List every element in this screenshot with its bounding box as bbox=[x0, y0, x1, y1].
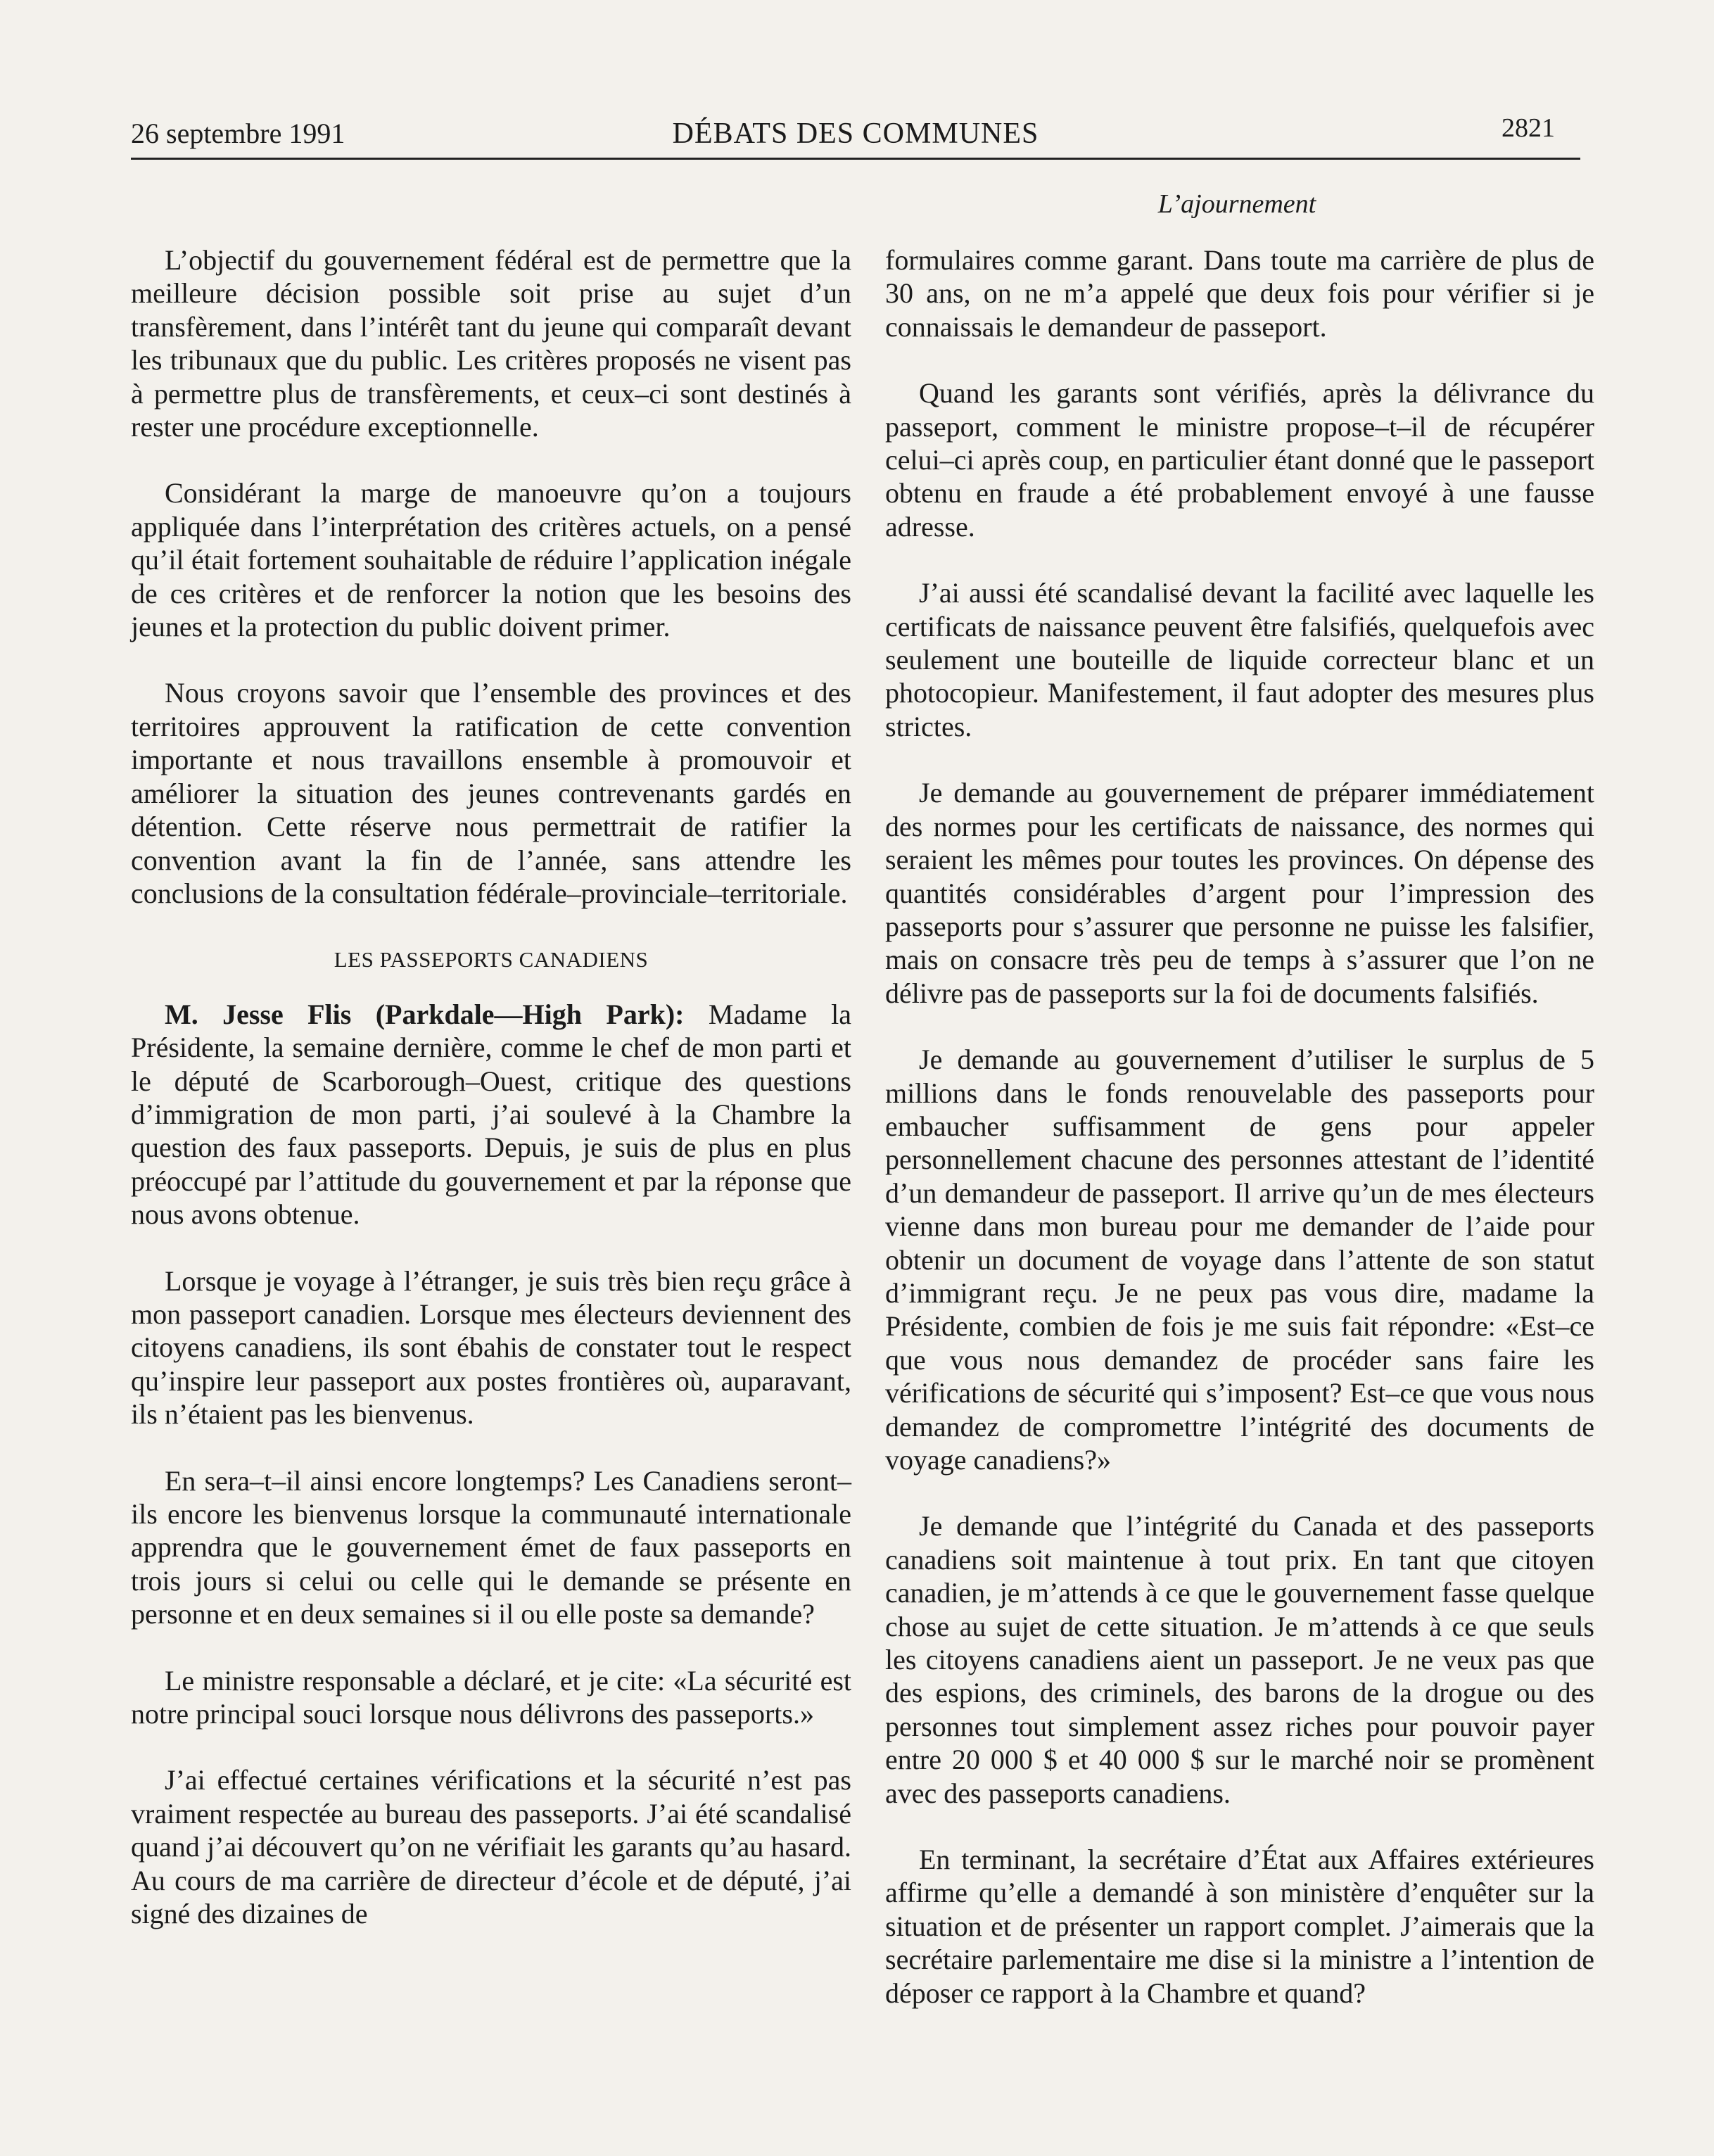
paragraph: J’ai aussi été scandalisé devant la facilité avec laquelle les certificats de naissance peuvent être falsifiés, quelquefois avec seulement une bouteille de liquide correcteur blanc et un photocopieur. Manifestement, il faut adopter des mesures plus strictes. bbox=[885, 577, 1594, 742]
paragraph: Lorsque je voyage à l’étranger, je suis très bien reçu grâce à mon passeport canadien. Lorsque mes électeurs deviennent des citoyens canadiens, ils sont ébahis de constater tout le respect qu’inspire leur passeport aux postes frontières où, auparavant, ils n’étaient pas les bienvenus. bbox=[131, 1264, 851, 1431]
header-title: DÉBATS DES COMMUNES bbox=[672, 118, 1039, 150]
paragraph: J’ai effectué certaines vérifications et la sécurité n’est pas vraiment respectée au bureau des passeports. J’ai été scandalisé quand j’ai découvert qu’on ne vérifiait les garants qu’au hasard. Au cours de ma carrière de directeur d’école et de député, j’ai signé des dizaines de bbox=[131, 1764, 851, 1930]
paragraph: Nous croyons savoir que l’ensemble des provinces et des territoires approuvent la ratification de cette convention importante et nous travaillons ensemble à promouvoir et améliorer la situation des jeunes contrevenants gardés en détention. Cette réserve nous permettrait de ratifier la convention avant la fin de l’année, sans attendre les conclusions de la consultation fédérale–provinciale–territoriale. bbox=[131, 677, 851, 909]
subheading: LES PASSEPORTS CANADIENS bbox=[334, 947, 649, 972]
paragraph: Je demande au gouvernement de préparer immédiatement des normes pour les certificats de naissance, des normes qui seraient les mêmes pour toutes les provinces. On dépense des quantités considérables d’argent pour l’impression des passeports pour s’assurer que personne ne puisse les falsifier, mais on consacre très peu de temps à s’assurer que l’on ne délivre pas de passeports sur la foi de documents falsifiés. bbox=[885, 777, 1594, 1009]
left-column bbox=[131, 243, 851, 1963]
paragraph: L’objectif du gouvernement fédéral est de permettre que la meilleure décision possible soit prise au sujet d’un transfèrement, dans l’intérêt tant du jeune qui comparaît devant les tribunaux que du public. Les critères proposés ne visent pas à permettre plus de transfèrements, et ceux–ci sont destinés à rester une procédure exceptionnelle. bbox=[131, 244, 851, 443]
header-date: 26 septembre 1991 bbox=[131, 118, 345, 149]
paragraph: Quand les garants sont vérifiés, après la délivrance du passeport, comment le ministre propose–t–il de récupérer celui–ci après coup, en particulier étant donné que le passeport obtenu en fraude a été probablement envoyé à une fausse adresse. bbox=[885, 377, 1594, 543]
paragraph: En terminant, la secrétaire d’État aux Affaires extérieures affirme qu’elle a demandé à son ministère d’enquêter sur la situation et de présenter un rapport complet. J’aimerais que la secrétaire parlementaire me dise si la ministre a l’intention de déposer ce rapport à la Chambre et quand? bbox=[885, 1844, 1594, 2009]
right-column bbox=[885, 243, 1594, 2043]
page-number: 2821 bbox=[1502, 113, 1555, 143]
paragraph: Je demande au gouvernement d’utiliser le surplus de 5 millions dans le fonds renouvelable des passeports pour embaucher suffisamment de gens pour appeler personnellement chacune des personnes attestant de l’identité d’un demandeur de passeport. Il arrive qu’un de mes électeurs vienne dans mon bureau pour me demander de l’aide pour obtenir un document de voyage dans l’attente de son statut d’immigrant reçu. Je ne peux pas vous dire, madame la Présidente, combien de fois je me suis fait répondre: «Est–ce que vous nous demandez de procéder sans faire les vérifications de sécurité qui s’imposent? Est–ce que vous nous demandez de compromettre l’intégrité des documents de voyage canadiens?» bbox=[885, 1044, 1594, 1476]
paragraph: Le ministre responsable a déclaré, et je cite: «La sécurité est notre principal souci lorsque nous délivrons des passeports.» bbox=[131, 1664, 851, 1730]
paragraph: Je demande que l’intégrité du Canada et des passeports canadiens soit maintenue à tout prix. En tant que citoyen canadien, je m’attends à ce que le gouvernement fasse quelque chose au sujet de cette situation. Je m’attends à ce que seuls les citoyens canadiens aient un passeport. Je ne veux pas que des espions, des criminels, des barons de la drogue ou des personnes tout simplement assez riches pour pouvoir payer entre 20 000 $ et 40 000 $ sur le marché noir se promènent avec des passeports canadiens. bbox=[885, 1510, 1594, 1809]
paragraph: Considérant la marge de manoeuvre qu’on a toujours appliquée dans l’interprétation des critères actuels, on a pensé qu’il était fortement souhaitable de réduire l’application inégale de ces critères et de renforcer la notion que les besoins des jeunes et la protection du public doivent primer. bbox=[131, 477, 851, 643]
paragraph-continued: formulaires comme garant. Dans toute ma carrière de plus de 30 ans, on ne m’a appelé que deux fois pour vérifier si je connaissais le demandeur de passeport. bbox=[885, 244, 1594, 343]
speech-text: Madame la Présidente, la semaine dernière, comme le chef de mon parti et le député de Scarborough–Ouest, critique des questions d’immigration de mon parti, j’ai soulevé à la Chambre la question des faux passeports. Depuis, je suis de plus en plus préoccupé par l’attitude du gouvernement et par la réponse que nous avons obtenue. bbox=[131, 998, 851, 1231]
speaker-name: M. Jesse Flis (Parkdale—High Park): bbox=[165, 998, 685, 1030]
paragraph bbox=[131, 998, 851, 1231]
section-heading: L’ajournement bbox=[1157, 189, 1316, 219]
running-header bbox=[131, 113, 1580, 160]
paragraph: En sera–t–il ainsi encore longtemps? Les Canadiens seront–ils encore les bienvenus lorsque la communauté internationale apprendra que le gouvernement émet de faux passeports en trois jours si celui ou celle qui le demande se présente en personne et en deux semaines si il ou elle poste sa demande? bbox=[131, 1464, 851, 1630]
